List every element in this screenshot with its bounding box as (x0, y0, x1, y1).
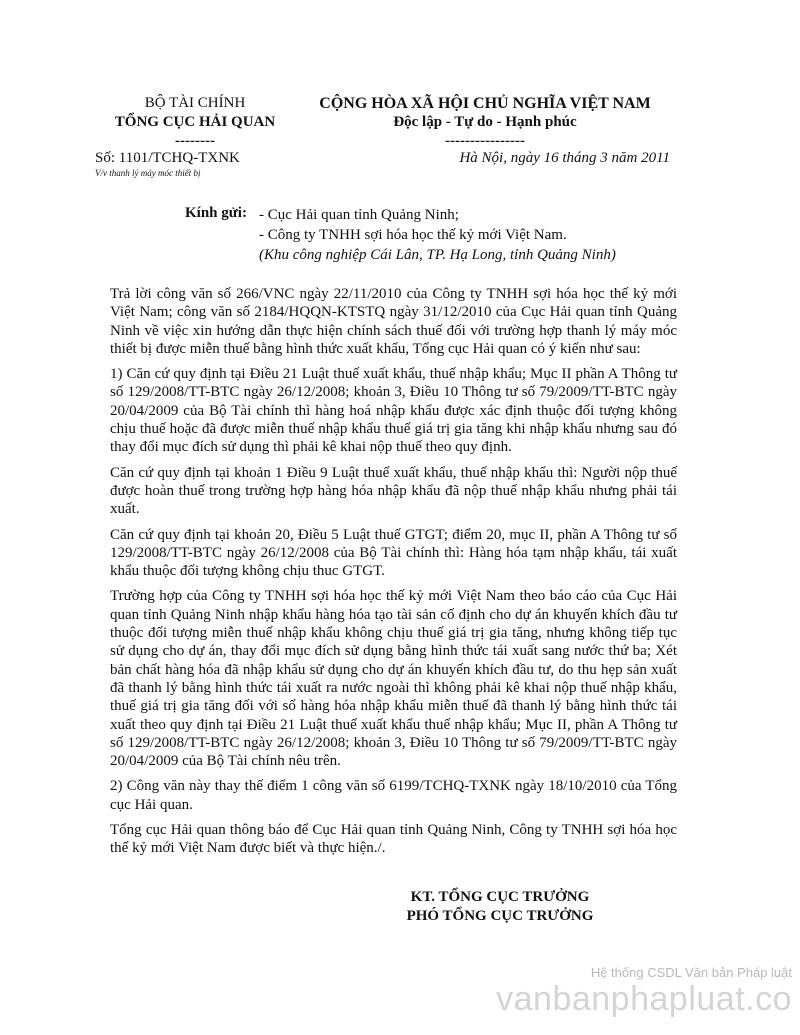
issue-date: Hà Nội, ngày 16 tháng 3 năm 2011 (459, 150, 670, 166)
signature-block (350, 888, 650, 926)
recipients-list (259, 205, 616, 265)
document-body (110, 285, 677, 865)
body-paragraph: 2) Công văn này thay thế điểm 1 công văn số 6199/TCHQ-TXNK ngày 18/10/2010 của Tổng cục Hải quan. (110, 778, 677, 813)
body-paragraph: Căn cứ quy định tại khoản 1 Điều 9 Luật thuế xuất khẩu, thuế nhập khẩu thì: Người nộp thuế được hoàn thuế trong trường hợp hàng hóa nhập khẩu đã nộp thuế nhập khẩu nhưng phải tái xuất. (110, 464, 677, 518)
signer-title: KT. TỔNG CỤC TRƯỞNG (410, 889, 590, 905)
motto-divider: ---------------- (445, 133, 525, 149)
body-paragraph: Tổng cục Hải quan thông báo để Cục Hải quan tỉnh Quảng Ninh, Công ty TNHH sợi hóa học thế kỷ mới Việt Nam được biết và thực hiện./. (110, 822, 677, 857)
ministry-name: BỘ TÀI CHÍNH (144, 95, 246, 111)
recipient-address: (Khu công nghiệp Cái Lân, TP. Hạ Long, tỉnh Quảng Ninh) (259, 247, 616, 263)
document-subject: V/v thanh lý máy móc thiết bị (95, 168, 201, 178)
document-number: Số: 1101/TCHQ-TXNK (95, 150, 240, 166)
motto: Độc lập - Tự do - Hạnh phúc (393, 114, 577, 130)
body-paragraph: Trả lời công văn số 266/VNC ngày 22/11/2010 của Công ty TNHH sợi hóa học thế kỷ mới Việt Nam; công văn số 2184/HQQN-KTSTQ ngày 31/12/2010 của Cục Hải quan tỉnh Quảng Ninh về việc xin hướng dẫn thực hiện chính sách thuế đối với trường hợp thanh lý máy móc thiết bị được miễn thuế bằng hình thức xuất khẩu, Tổng cục Hải quan có ý kiến như sau: (110, 286, 677, 357)
recipients-label: Kính gửi: (185, 205, 247, 221)
recipient-item: - Công ty TNHH sợi hóa học thế kỷ mới Việt Nam. (259, 227, 567, 243)
signer-position: PHÓ TỔNG CỤC TRƯỞNG (406, 908, 594, 924)
body-paragraph: Căn cứ quy định tại khoản 20, Điều 5 Luật thuế GTGT; điểm 20, mục II, phần A Thông tư số 129/2008/TT-BTC ngày 26/12/2008 của Bộ Tài chính thì: Hàng hóa tạm nhập khẩu, tái xuất khẩu thuộc đối tượng không chịu thuc GTGT. (110, 526, 677, 580)
body-paragraph: 1) Căn cứ quy định tại Điều 21 Luật thuế xuất khẩu, thuế nhập khẩu; Mục II phần A Thông tư số 129/2008/TT-BTC ngày 26/12/2008; khoản 3, Điều 10 Thông tư số 79/2009/TT-BTC ngày 20/04/2009 của Bộ Tài chính thì hàng hoá nhập khẩu được xác định thuộc đối tượng không chịu thuế hoặc đã được miễn thuế nhập khẩu thuế giá trị gia tăng khi nhập khẩu nhưng sau đó thay đổi mục đích sử dụng thì phải kê khai nộp thuế theo quy định. (110, 366, 677, 456)
national-header (300, 94, 670, 151)
department-name: TỔNG CỤC HẢI QUAN (114, 114, 276, 130)
body-paragraph: Trường hợp của Công ty TNHH sợi hóa học thế kỷ mới Việt Nam theo báo cáo của Cục Hải quan tỉnh Quảng Ninh nhập khẩu hàng hóa tạo tài sản cố định cho dự án khuyến khích đầu tư thuộc đối tượng miễn thuế nhập khẩu không chịu thuế giá trị gia tăng, nhưng không tiếp tục sử dụng cho dự án, thay đổi mục đích sử dụng bằng hình thức tái xuất sang nước thứ ba; Xét bản chất hàng hóa đã nhập khẩu sử dụng cho dự án khuyến khích đầu tư, do thu hẹp sản xuất đã thanh lý bằng hình thức tái xuất ra nước ngoài thì không phải kê khai nộp thuế nhập khẩu, thuế giá trị gia tăng đối với số hàng hóa nhập khẩu miễn thuế đã thanh lý bằng hình thức tái xuất theo quy định tại Điều 21 Luật thuế xuất khẩu thuế nhập khẩu; Mục II, phần A Thông tư số 129/2008/TT-BTC ngày 26/12/2008; khoản 3, Điều 10 Thông tư số 79/2009/TT-BTC ngày 20/04/2009 của Bộ Tài chính nêu trên. (110, 588, 677, 770)
issuer-divider: -------- (175, 133, 215, 149)
recipient-item: - Cục Hải quan tỉnh Quảng Ninh; (259, 207, 459, 223)
country-name: CỘNG HÒA XÃ HỘI CHỦ NGHĨA VIỆT NAM (319, 95, 651, 112)
watermark-caption: Hệ thống CSDL Văn bản Pháp luật (590, 965, 792, 980)
watermark-site: vanbanphapluat.co (496, 980, 792, 1018)
issuer-block (95, 94, 295, 151)
